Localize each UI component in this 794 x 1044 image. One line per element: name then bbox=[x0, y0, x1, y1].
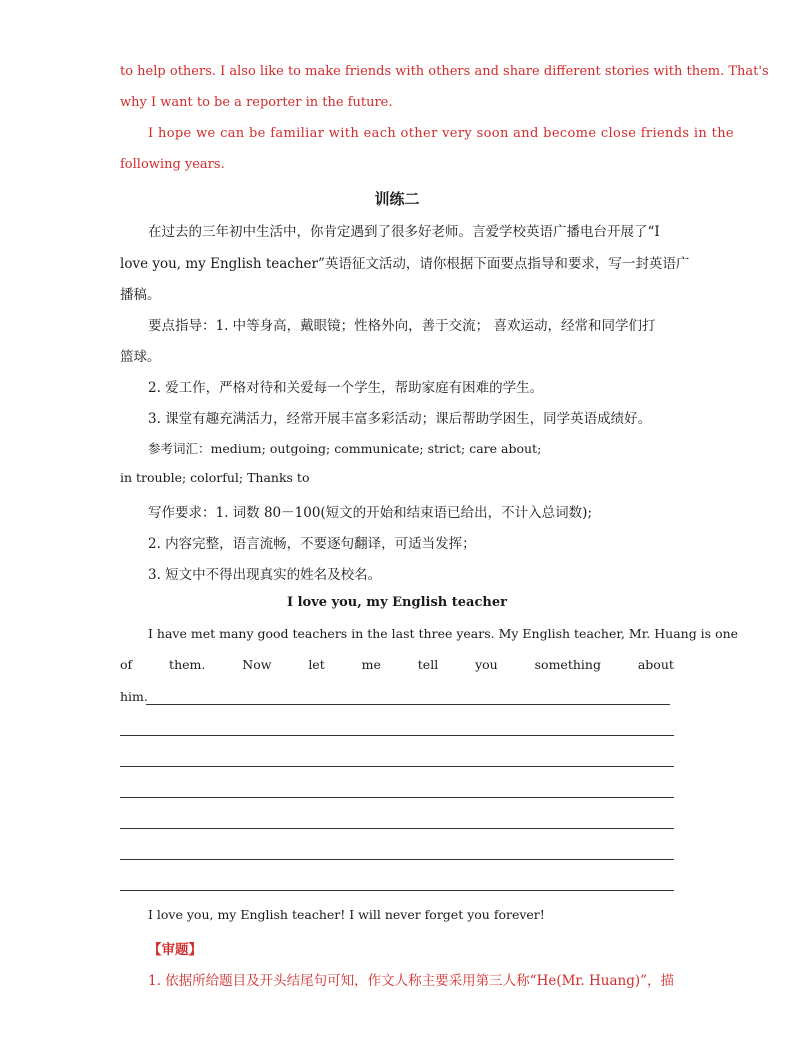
analysis-heading: 【审题】 bbox=[148, 942, 202, 958]
writing-line[interactable] bbox=[120, 890, 674, 891]
prompt-line-3: 播稿。 bbox=[120, 287, 161, 303]
essay-start-line-2: of them. Now let me tell you something about bbox=[120, 657, 674, 672]
guide-item-3: 3. 课堂有趣充满活力，经常开展丰富多彩活动；课后帮助学困生，同学英语成绩好。 bbox=[148, 411, 652, 427]
essay-start-line-3: him. bbox=[120, 689, 148, 704]
intro-line-3: I hope we can be familiar with each other very soon and become close friends in the bbox=[148, 126, 734, 141]
requirement-3: 3. 短文中不得出现真实的姓名及校名。 bbox=[148, 567, 382, 583]
prompt-line-1: 在过去的三年初中生活中，你肯定遇到了很多好老师。言爱学校英语广播电台开展了“I bbox=[148, 224, 660, 240]
writing-line[interactable] bbox=[120, 735, 674, 736]
requirement-2: 2. 内容完整，语言流畅，不要逐句翻译，可适当发挥； bbox=[148, 536, 476, 552]
vocab-line-2: in trouble; colorful; Thanks to bbox=[120, 470, 310, 485]
requirement-1: 写作要求：1. 词数 80－100(短文的开始和结束语已给出，不计入总词数); bbox=[148, 505, 592, 521]
analysis-line-1: 1. 依据所给题目及开头结尾句可知，作文人称主要采用第三人称“He(Mr. Huang)”，描 bbox=[148, 973, 674, 989]
writing-line[interactable] bbox=[120, 797, 674, 798]
prompt-line-2: love you, my English teacher”英语征文活动，请你根据下面要点指导和要求，写一封英语广 bbox=[120, 256, 690, 272]
intro-line-4: following years. bbox=[120, 157, 225, 172]
guide-line-1: 要点指导：1. 中等身高，戴眼镜；性格外向，善于交流； 喜欢运动，经常和同学们打 bbox=[148, 318, 656, 334]
intro-line-2: why I want to be a reporter in the future. bbox=[120, 95, 393, 110]
writing-line[interactable] bbox=[120, 859, 674, 860]
guide-item-2: 2. 爱工作，严格对待和关爱每一个学生，帮助家庭有困难的学生。 bbox=[148, 380, 544, 396]
essay-ending: I love you, my English teacher! I will never forget you forever! bbox=[148, 907, 545, 922]
section-title: 训练二 bbox=[374, 190, 420, 208]
vocab-line-1: 参考词汇：medium; outgoing; communicate; strict; care about; bbox=[148, 441, 542, 456]
writing-line[interactable] bbox=[120, 828, 674, 829]
intro-line-1: to help others. I also like to make friends with others and share different stories with them. That's bbox=[120, 64, 769, 79]
writing-line[interactable] bbox=[146, 704, 670, 705]
writing-line[interactable] bbox=[120, 766, 674, 767]
essay-start-line-1: I have met many good teachers in the last three years. My English teacher, Mr. Huang is one bbox=[148, 626, 739, 641]
essay-title: I love you, my English teacher bbox=[287, 595, 507, 610]
guide-line-2: 篮球。 bbox=[120, 349, 161, 365]
